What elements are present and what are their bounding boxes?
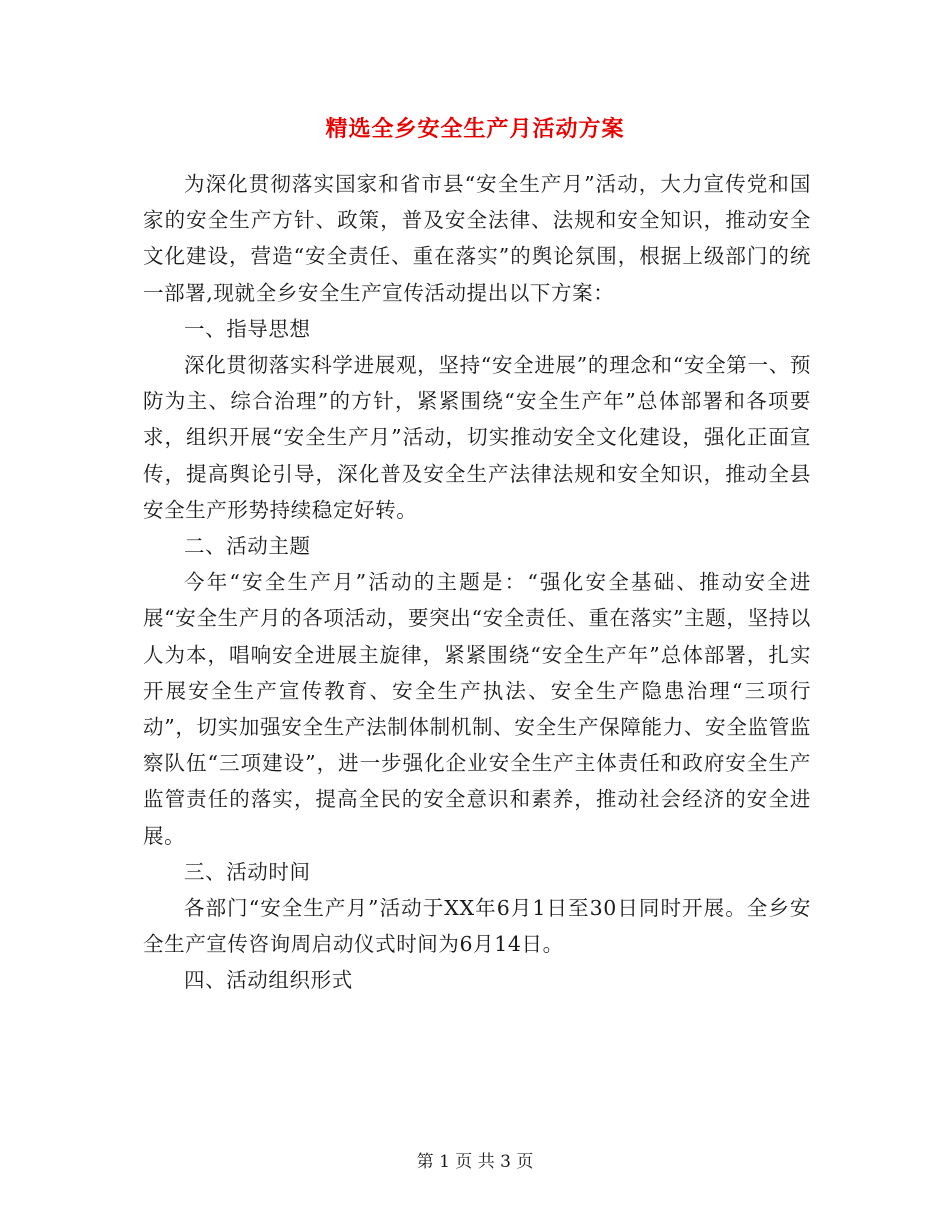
intro-paragraph: 为深化贯彻落实国家和省市县“安全生产月”活动，大力宣传党和国家的安全生产方针、政策，普及安全法律、法规和安全知识，推动安全文化建设，营造“安全责任、重在落实”的舆论氛围，根据上级部门的统一部署,现就全乡安全生产宣传活动提出以下方案：: [143, 172, 811, 305]
section-heading-guiding-thought: 一、指导思想: [184, 316, 311, 341]
page-number: 第 1 页 共 3 页: [416, 1152, 534, 1172]
theme-paragraph: 今年“安全生产月”活动的主题是：“强化安全基础、推动安全进展“安全生产月的各项活动，要突出“安全责任、重在落实”主题，坚持以人为本，唱响安全进展主旋律，紧紧围绕“安全生产年”总体部署，扎实开展安全生产宣传教育、安全生产执法、安全生产隐患治理“三项行动”，切实加强安全生产法制体制机制、安全生产保障能力、安全监管监察队伍“三项建设”，进一步强化企业安全生产主体责任和政府安全生产监管责任的落实，提高全民的安全意识和素养，推动社会经济的安全进展。: [143, 570, 811, 848]
time-paragraph: 各部门“安全生产月”活动于XX年6月1日至30日同时开展。全乡安全生产宣传咨询周启动仪式时间为6月14日。: [143, 896, 811, 957]
section-heading-organization: 四、活动组织形式: [184, 968, 353, 993]
document-body: [143, 166, 811, 999]
section-heading-theme: 二、活动主题: [184, 534, 311, 559]
section-heading-time: 三、活动时间: [184, 859, 311, 884]
guiding-thought-paragraph: 深化贯彻落实科学进展观，坚持“安全进展”的理念和“安全第一、预防为主、综合治理”的方针，紧紧围绕“安全生产年”总体部署和各项要求，组织开展“安全生产月”活动，切实推动安全文化建设，强化正面宣传，提高舆论引导，深化普及安全生产法律法规和安全知识，推动全县安全生产形势持续稳定好转。: [143, 353, 811, 522]
document-title: 精选全乡安全生产月活动方案: [325, 116, 625, 142]
